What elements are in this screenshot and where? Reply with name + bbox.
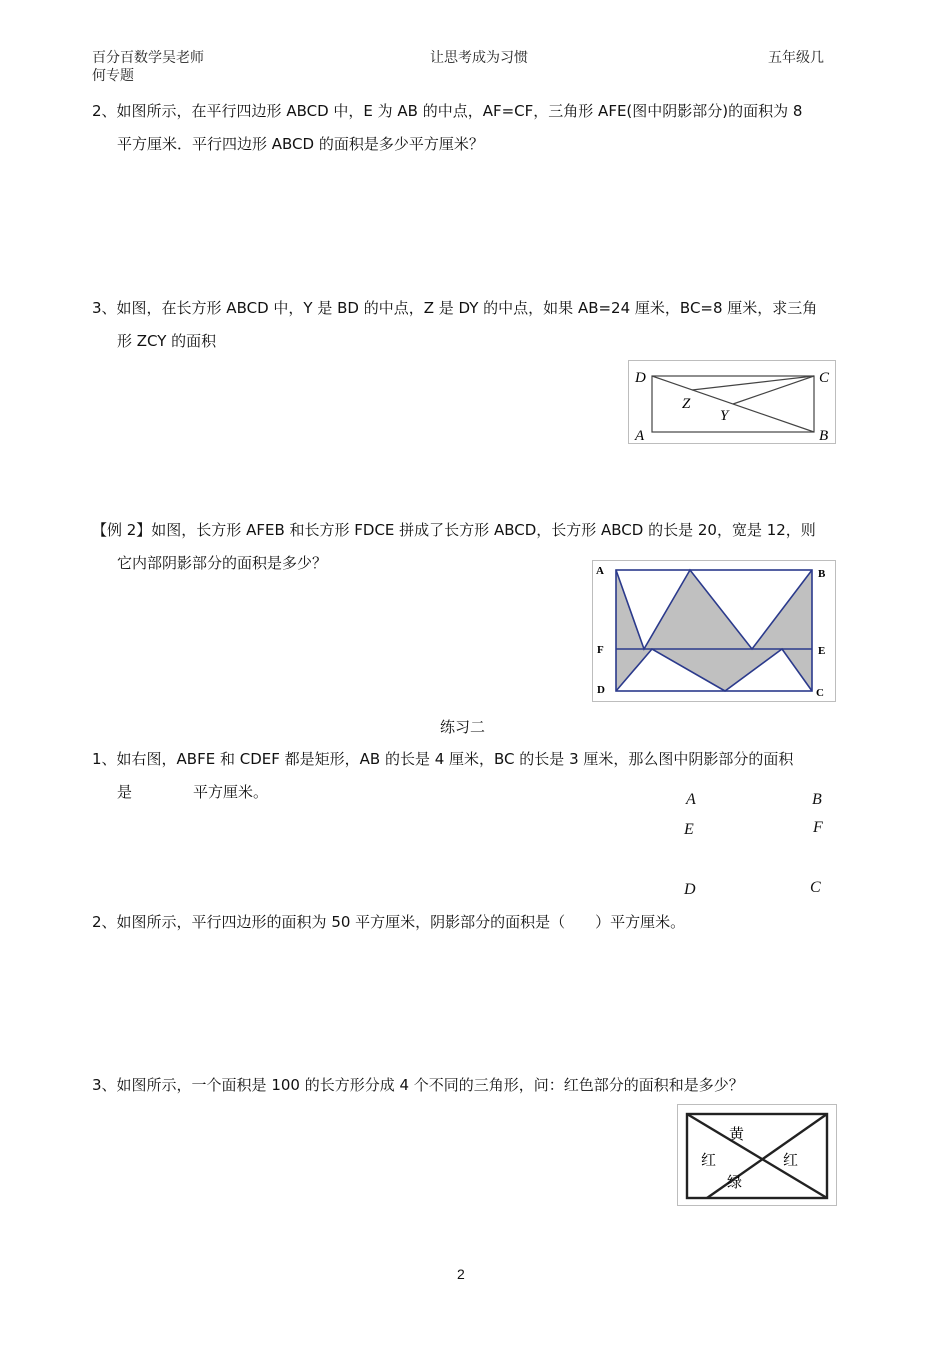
p1-label-d: D bbox=[684, 881, 696, 898]
q3-rectangle-figure bbox=[628, 360, 836, 444]
header-left-line1: 百分百数学吴老师 bbox=[92, 50, 204, 66]
p1-line2-b: 平方厘米。 bbox=[193, 783, 269, 801]
p3-line1: 3、如图所示，一个面积是 100 的长方形分成 4 个不同的三角形，问：红色部分的面积和是多少？ bbox=[92, 1076, 744, 1094]
q3-line2: 形 ZCY 的面积 bbox=[117, 332, 217, 350]
p1-label-b: B bbox=[812, 791, 822, 808]
q3-label-d: D bbox=[635, 370, 646, 386]
p3-label-yellow: 黄 bbox=[729, 1127, 745, 1143]
p1-label-f: F bbox=[813, 819, 823, 836]
p3-label-green: 绿 bbox=[727, 1175, 743, 1191]
p3-colored-triangles-figure bbox=[677, 1104, 837, 1206]
q3-label-b: B bbox=[819, 428, 829, 444]
ex2-label-d: D bbox=[597, 684, 605, 696]
header-center: 让思考成为习惯 bbox=[430, 50, 528, 66]
example2-shaded-figure bbox=[592, 560, 836, 702]
p3-label-red-left: 红 bbox=[701, 1153, 717, 1169]
practice2-title: 练习二 bbox=[440, 718, 486, 736]
p2-line1: 2、如图所示，平行四边形的面积为 50 平方厘米，阴影部分的面积是（ ）平方厘米。 bbox=[92, 913, 686, 931]
p1-label-c: C bbox=[810, 879, 821, 896]
ex2-label-e: E bbox=[818, 645, 826, 657]
example2-line1: 【例 2】如图，长方形 AFEB 和长方形 FDCE 拼成了长方形 ABCD，长方形 ABCD 的长是 20，宽是 12，则 bbox=[92, 521, 816, 539]
p3-label-red-right: 红 bbox=[783, 1153, 799, 1169]
q2-line2: 平方厘米．平行四边形 ABCD 的面积是多少平方厘米？ bbox=[117, 135, 484, 153]
q3-label-c: C bbox=[819, 370, 830, 386]
q3-label-z: Z bbox=[682, 396, 691, 412]
page-number: 2 bbox=[457, 1266, 465, 1282]
ex2-label-c: C bbox=[816, 687, 824, 699]
ex2-label-b: B bbox=[818, 568, 826, 580]
q2-line1: 2、如图所示，在平行四边形 ABCD 中，E 为 AB 的中点，AF=CF，三角形 AFE(图中阴影部分)的面积为 8 bbox=[92, 102, 803, 120]
q3-label-y: Y bbox=[720, 408, 729, 424]
p1-label-e: E bbox=[684, 821, 694, 838]
ex2-label-f: F bbox=[597, 644, 604, 656]
ex2-label-a: A bbox=[596, 565, 604, 577]
p1-line1: 1、如右图，ABFE 和 CDEF 都是矩形，AB 的长是 4 厘米，BC 的长是 3 厘米，那么图中阴影部分的面积 bbox=[92, 750, 794, 768]
example2-line2: 它内部阴影部分的面积是多少？ bbox=[117, 554, 328, 572]
p1-label-a: A bbox=[686, 791, 696, 808]
p1-line2-a: 是 bbox=[117, 783, 133, 801]
q3-label-a: A bbox=[635, 428, 645, 444]
header-left-line2: 何专题 bbox=[92, 68, 134, 84]
q3-line1: 3、如图，在长方形 ABCD 中，Y 是 BD 的中点，Z 是 DY 的中点，如果 AB=24 厘米，BC=8 厘米，求三角 bbox=[92, 299, 818, 317]
header-right: 五年级几 bbox=[768, 50, 824, 66]
